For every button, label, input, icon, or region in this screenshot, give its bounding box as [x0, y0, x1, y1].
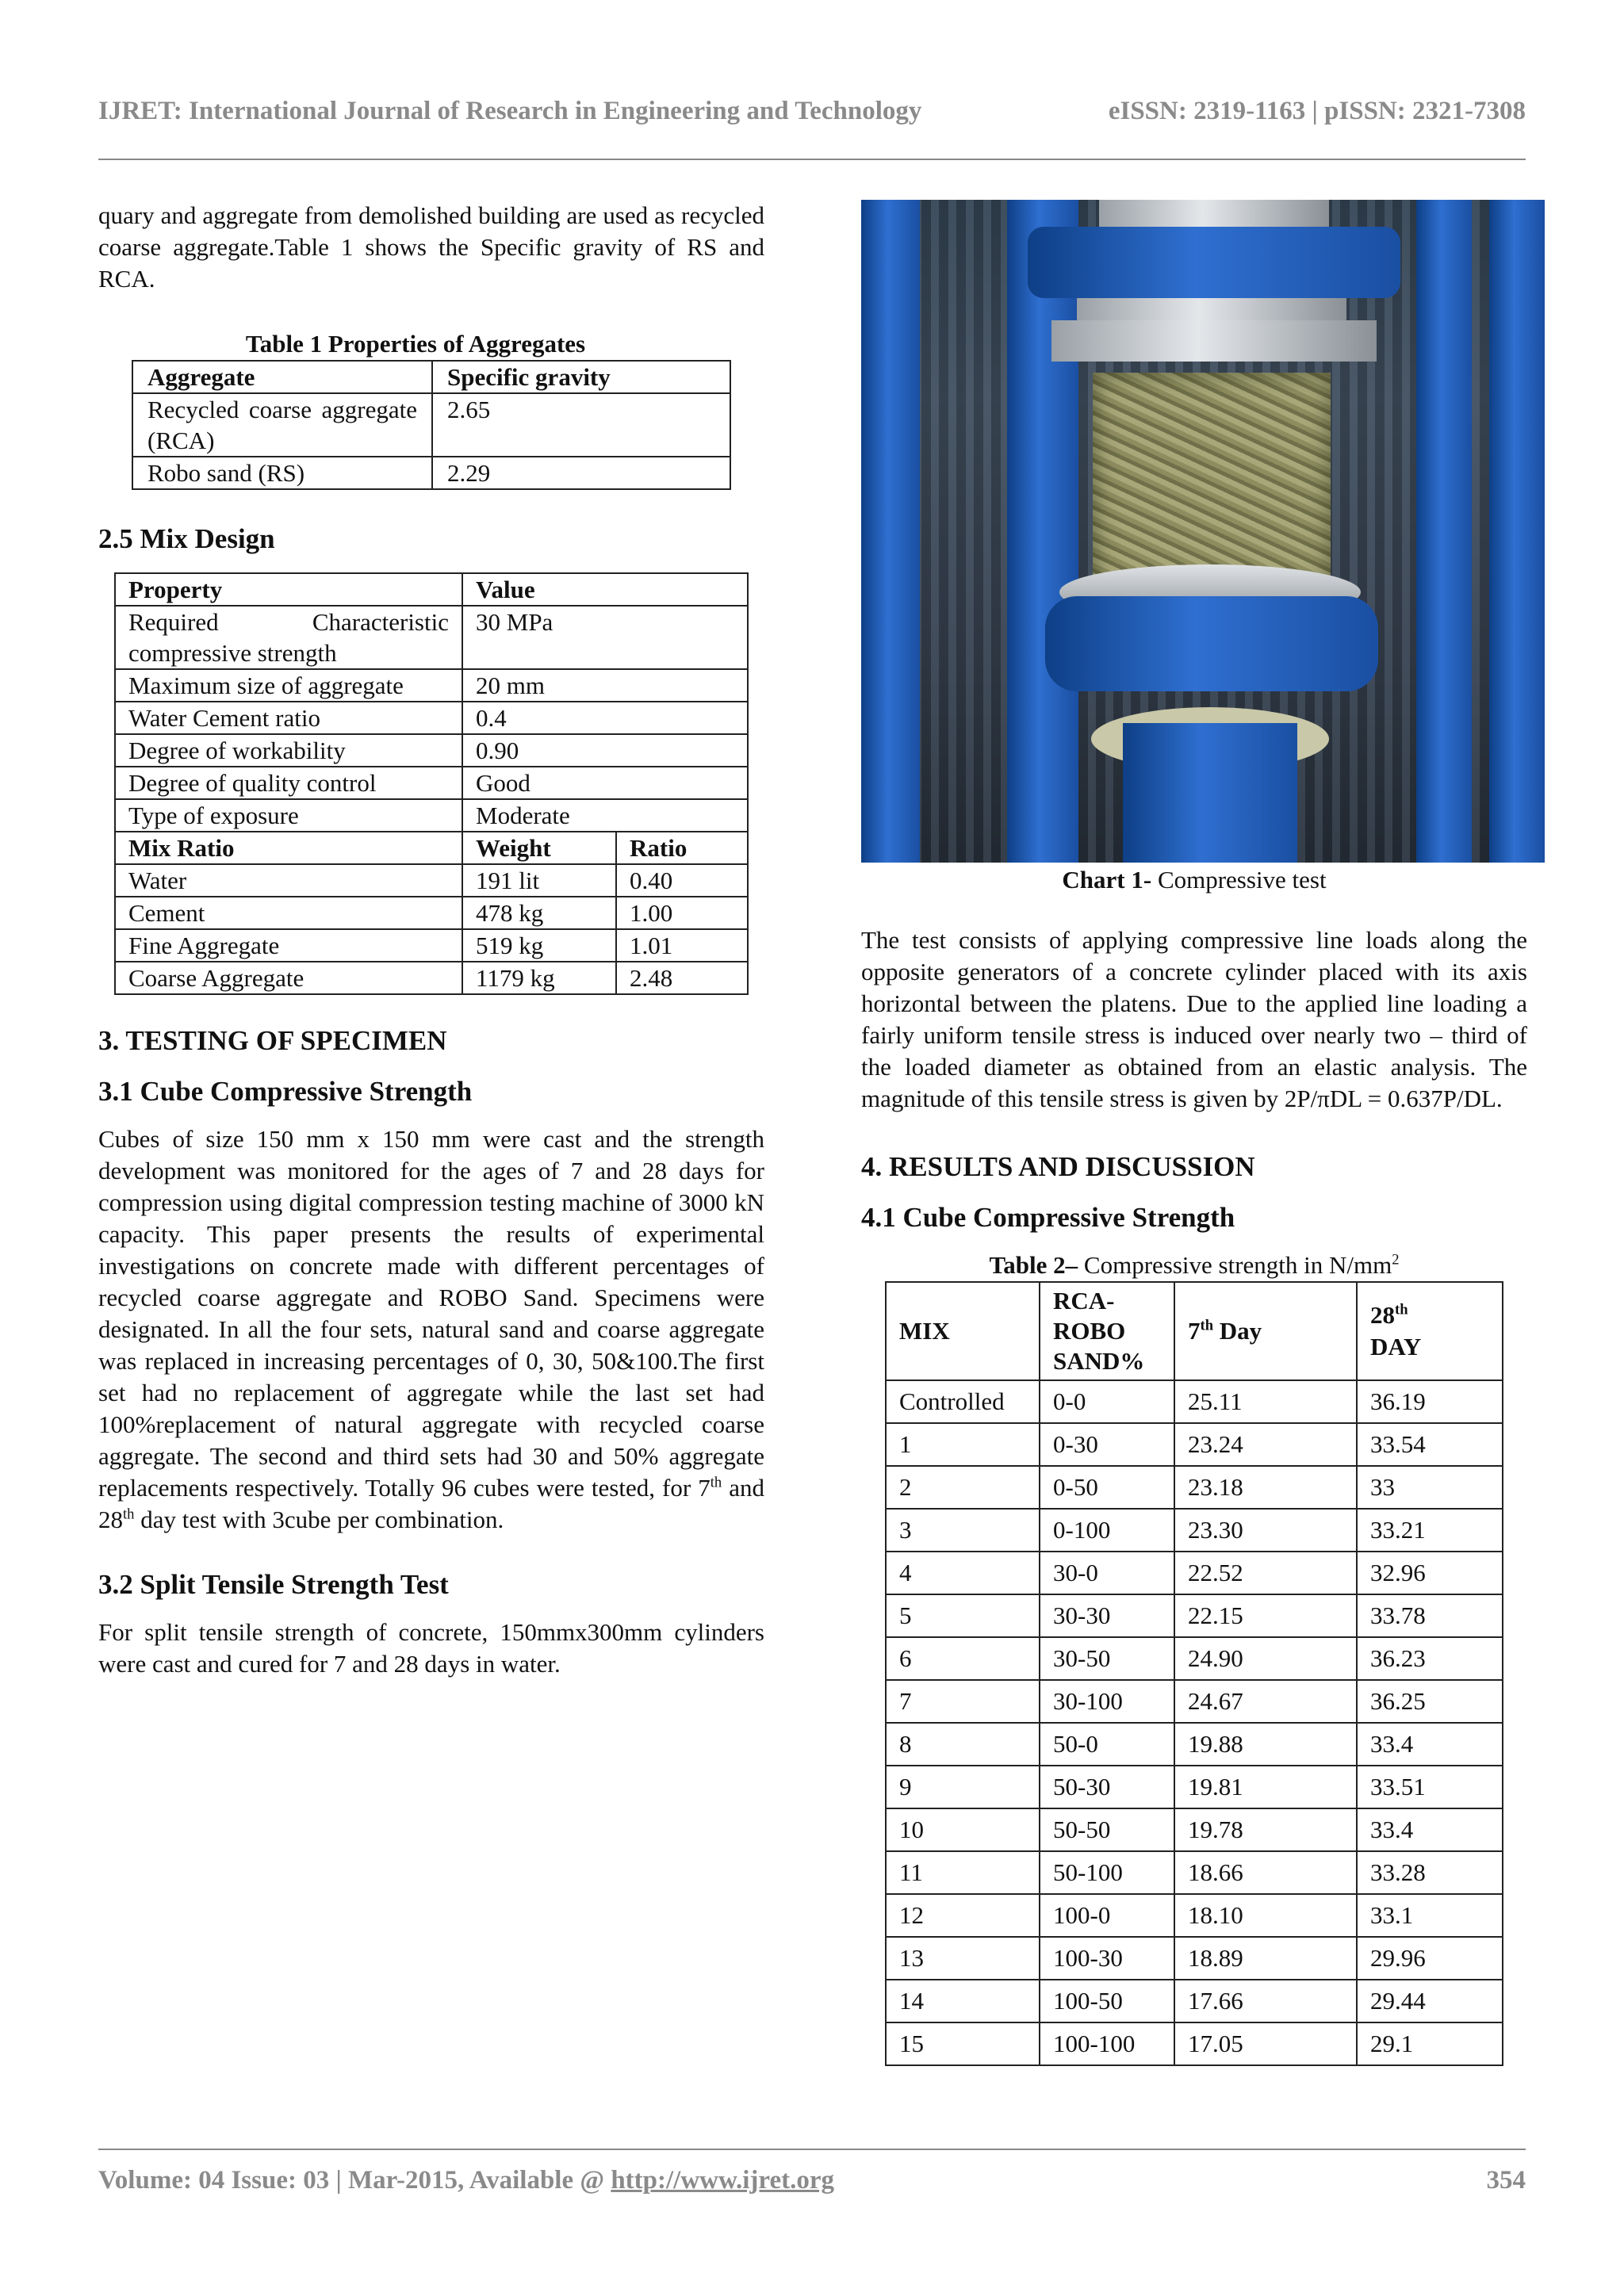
table-cell: 23.30 — [1174, 1509, 1357, 1552]
test-description-paragraph: The test consists of applying compressive line loads along the opposite generators of a concrete cylinder placed with its axis horizontal between the platens. Due to the applied line loading a fairly uniform tensile stress is induced over nearly two – third of the loaded diameter as obtained from an elastic analysis. The magnitude of this tensile stress is given by 2P/πDL = 0.637P/DL. — [861, 926, 1527, 1112]
table-row — [886, 2022, 1503, 2065]
table-cell: 100-30 — [1040, 1937, 1174, 1980]
table-cell: 30-100 — [1040, 1680, 1174, 1723]
table-cell: 23.24 — [1174, 1423, 1357, 1466]
table-cell: 18.89 — [1174, 1937, 1357, 1980]
table-cell: 19.78 — [1174, 1808, 1357, 1851]
compressive-test-photo — [861, 200, 1545, 863]
table-row — [115, 897, 748, 929]
table-row — [886, 1851, 1503, 1894]
table-cell: 50-0 — [1040, 1723, 1174, 1766]
table-cell: 0.90 — [462, 734, 748, 767]
text-run: 7 — [1188, 1317, 1201, 1345]
table-cell: 50-30 — [1040, 1766, 1174, 1808]
table-row — [886, 1808, 1503, 1851]
table-cell: Controlled — [886, 1380, 1040, 1423]
table-cell: 1.01 — [616, 929, 748, 962]
table-cell: 33.78 — [1357, 1594, 1503, 1637]
caption-text: Compressive strength in N/mm — [1078, 1251, 1392, 1279]
table-cell: 30-50 — [1040, 1637, 1174, 1680]
table-row — [886, 1466, 1503, 1509]
table-cell: 20 mm — [462, 669, 748, 702]
table-cell: 33.1 — [1357, 1894, 1503, 1937]
section-3-1-heading: 3.1 Cube Compressive Strength — [98, 1076, 473, 1107]
table-cell: 29.44 — [1357, 1980, 1503, 2022]
table-body — [886, 1380, 1503, 2065]
caption-text: Compressive test — [1151, 866, 1327, 894]
table-cell: 2.29 — [432, 457, 730, 489]
table-cell: 25.11 — [1174, 1380, 1357, 1423]
table-cell: 6 — [886, 1637, 1040, 1680]
piston — [1123, 723, 1297, 863]
journal-title: IJRET: International Journal of Research in Engineering and Technology — [98, 97, 922, 125]
mix-design-table — [114, 572, 749, 995]
table-row — [115, 669, 748, 702]
footer-rule — [98, 2149, 1526, 2150]
table-cell: 5 — [886, 1594, 1040, 1637]
upper-plate-ring — [1051, 320, 1377, 362]
table-subheader-row — [115, 832, 748, 864]
table-cell: 0-100 — [1040, 1509, 1174, 1552]
table-cell: 50-100 — [1040, 1851, 1174, 1894]
lower-head — [1045, 596, 1378, 691]
table-row — [115, 799, 748, 832]
table-cell: 519 kg — [462, 929, 616, 962]
table-cell: 10 — [886, 1808, 1040, 1851]
table-cell: Water Cement ratio — [115, 702, 462, 734]
table-row — [886, 1552, 1503, 1594]
table-cell: 0-30 — [1040, 1423, 1174, 1466]
table-row — [886, 1980, 1503, 2022]
table-cell: 191 lit — [462, 864, 616, 897]
upper-plate — [1077, 298, 1346, 322]
table-cell: 2.65 — [432, 393, 730, 457]
table-cell: Recycled coarse aggregate (RCA) — [132, 393, 432, 457]
text-run: 28 — [1370, 1301, 1395, 1329]
table-cell: Fine Aggregate — [115, 929, 462, 962]
table-cell: Maximum size of aggregate — [115, 669, 462, 702]
table-header-cell: Mix Ratio — [115, 832, 462, 864]
table-cell: 33.4 — [1357, 1723, 1503, 1766]
table-cell: 23.18 — [1174, 1466, 1357, 1509]
upper-head — [1028, 227, 1400, 298]
table-row — [886, 1766, 1503, 1808]
table-cell: Moderate — [462, 799, 748, 832]
table-row — [886, 1894, 1503, 1937]
header-rule — [98, 159, 1526, 160]
volume-text: Volume: 04 Issue: 03 | Mar-2015, Available @ — [98, 2166, 611, 2195]
table-cell: Robo sand (RS) — [132, 457, 432, 489]
table-cell: 478 kg — [462, 897, 616, 929]
table-cell: 14 — [886, 1980, 1040, 2022]
table-cell: 1.00 — [616, 897, 748, 929]
section-4-1-heading: 4.1 Cube Compressive Strength — [861, 1202, 1235, 1233]
table-cell: 11 — [886, 1851, 1040, 1894]
table-cell: 29.96 — [1357, 1937, 1503, 1980]
table-cell: 15 — [886, 2022, 1040, 2065]
table-row — [115, 606, 748, 669]
table-header-row — [132, 361, 730, 393]
mix-design-heading: 2.5 Mix Design — [98, 523, 275, 554]
table-header-cell — [1174, 1282, 1357, 1380]
table-cell: Degree of quality control — [115, 767, 462, 799]
table-header-cell: Property — [115, 573, 462, 606]
table-header-cell: Weight — [462, 832, 616, 864]
table-row — [886, 1509, 1503, 1552]
table-header-cell — [1357, 1282, 1503, 1380]
section-4-heading: 4. RESULTS AND DISCUSSION — [861, 1151, 1255, 1182]
table-cell: 50-50 — [1040, 1808, 1174, 1851]
text-run: Day — [1213, 1317, 1262, 1345]
caption-label: Table 2– — [989, 1251, 1078, 1279]
table-cell: 0.4 — [462, 702, 748, 734]
table-cell: 3 — [886, 1509, 1040, 1552]
machine-column-inner-left — [1007, 200, 1078, 863]
table-cell: 4 — [886, 1552, 1040, 1594]
table-row — [115, 767, 748, 799]
table-cell: 33.21 — [1357, 1509, 1503, 1552]
table-cell: 8 — [886, 1723, 1040, 1766]
table-cell: 36.25 — [1357, 1680, 1503, 1723]
table-row — [886, 1594, 1503, 1637]
table-cell: 100-50 — [1040, 1980, 1174, 2022]
table-cell: 100-0 — [1040, 1894, 1174, 1937]
table-cell: 0.40 — [616, 864, 748, 897]
table-cell: 32.96 — [1357, 1552, 1503, 1594]
page-number: 354 — [1486, 2166, 1526, 2195]
table-cell: 33.4 — [1357, 1808, 1503, 1851]
table-cell: 1179 kg — [462, 962, 616, 994]
table-row — [115, 864, 748, 897]
table-cell: 22.52 — [1174, 1552, 1357, 1594]
table-cell: 30-0 — [1040, 1552, 1174, 1594]
table-header-cell: Specific gravity — [432, 361, 730, 393]
superscript: th — [1200, 1317, 1214, 1334]
table-row — [115, 929, 748, 962]
table-cell: 2.48 — [616, 962, 748, 994]
table-header-row — [115, 573, 748, 606]
table-cell: Required Characteristic compressive strength — [115, 606, 462, 669]
table-cell: 33.28 — [1357, 1851, 1503, 1894]
superscript: th — [710, 1474, 722, 1491]
text-run: day test with 3cube per combination. — [134, 1506, 504, 1533]
table-cell: 0-0 — [1040, 1380, 1174, 1423]
table-header-cell: Value — [462, 573, 748, 606]
table-cell: 33.54 — [1357, 1423, 1503, 1466]
superscript: 2 — [1392, 1251, 1400, 1269]
table-row — [115, 702, 748, 734]
caption-label: Chart 1- — [1062, 866, 1152, 894]
volume-info — [98, 2166, 834, 2195]
table-cell: Cement — [115, 897, 462, 929]
machine-column-left — [861, 200, 920, 863]
section-3-heading: 3. TESTING OF SPECIMEN — [98, 1025, 447, 1056]
table-header-cell: MIX — [886, 1282, 1040, 1380]
table-cell: 18.10 — [1174, 1894, 1357, 1937]
table-cell: Good — [462, 767, 748, 799]
table-cell: 19.81 — [1174, 1766, 1357, 1808]
table-cell: 100-100 — [1040, 2022, 1174, 2065]
table-cell: 30-30 — [1040, 1594, 1174, 1637]
table-cell: 30 MPa — [462, 606, 748, 669]
table-cell: 36.19 — [1357, 1380, 1503, 1423]
table-cell: 17.05 — [1174, 2022, 1357, 2065]
table-cell: 19.88 — [1174, 1723, 1357, 1766]
table-cell: 0-50 — [1040, 1466, 1174, 1509]
table-cell: 2 — [886, 1466, 1040, 1509]
text-run: and 28 — [98, 1474, 764, 1533]
table-row — [115, 734, 748, 767]
left-column — [98, 200, 764, 1680]
table-cell: 36.23 — [1357, 1637, 1503, 1680]
table-cell: 17.66 — [1174, 1980, 1357, 2022]
section-3-2-paragraph: For split tensile strength of concrete, 150mmx300mm cylinders were cast and cured for 7 and 28 days in water. — [98, 1618, 764, 1678]
table-header-cell: Aggregate — [132, 361, 432, 393]
table-cell: Coarse Aggregate — [115, 962, 462, 994]
superscript: th — [123, 1506, 135, 1523]
table-cell: 12 — [886, 1894, 1040, 1937]
table-row — [115, 962, 748, 994]
table-row — [132, 457, 730, 489]
page-footer — [98, 2166, 1526, 2195]
right-column — [861, 200, 1527, 2066]
table-cell: 1 — [886, 1423, 1040, 1466]
table-header-row — [886, 1282, 1503, 1380]
section-3-1-paragraph — [98, 1123, 764, 1536]
aggregate-properties-table — [132, 360, 731, 490]
table-header-cell: RCA-ROBO SAND% — [1040, 1282, 1174, 1380]
chart-caption — [861, 864, 1527, 896]
table-row — [132, 393, 730, 457]
table-row — [886, 1680, 1503, 1723]
table-row — [886, 1937, 1503, 1980]
compressive-strength-table — [885, 1281, 1503, 2066]
table-header-cell: Ratio — [616, 832, 748, 864]
table-cell: Type of exposure — [115, 799, 462, 832]
text-run: Cubes of size 150 mm x 150 mm were cast and the strength development was monitored for the ages of 7 and 28 days for compression using digital compression testing machine of 3000 kN capacity. This paper presents the results of experimental investigations on concrete made with different percentages of recycled coarse aggregate and ROBO Sand. Specimens were designated. In all the four sets, natural sand and coarse aggregate was replaced in increasing percentages of 0, 30, 50&100.The first set had no replacement of aggregate while the last set had 100%replacement of natural aggregate with recycled coarse aggregate. The second and third sets had 30 and 50% aggregate replacements respectively. Totally 96 cubes were tested, for 7 — [98, 1125, 764, 1502]
table-cell: 22.15 — [1174, 1594, 1357, 1637]
table-cell: 9 — [886, 1766, 1040, 1808]
page-header — [98, 97, 1526, 126]
table-cell: 33 — [1357, 1466, 1503, 1509]
section-3-2-heading: 3.2 Split Tensile Strength Test — [98, 1569, 449, 1600]
table2-caption — [861, 1249, 1527, 1281]
table-cell: Water — [115, 864, 462, 897]
table-row — [886, 1423, 1503, 1466]
table-row — [886, 1637, 1503, 1680]
machine-column-far-right — [1489, 200, 1545, 863]
table-cell: 24.90 — [1174, 1637, 1357, 1680]
machine-column-right — [1416, 200, 1472, 863]
table-cell: 33.51 — [1357, 1766, 1503, 1808]
table1-caption: Table 1 Properties of Aggregates — [245, 330, 586, 358]
table-cell: 24.67 — [1174, 1680, 1357, 1723]
issn-info: eISSN: 2319-1163 | pISSN: 2321-7308 — [1108, 97, 1526, 125]
journal-url-link[interactable]: http://www.ijret.org — [611, 2166, 834, 2195]
table-row — [886, 1380, 1503, 1423]
table-cell: 13 — [886, 1937, 1040, 1980]
table-cell: 7 — [886, 1680, 1040, 1723]
superscript: th — [1395, 1301, 1408, 1318]
intro-paragraph: quary and aggregate from demolished building are used as recycled coarse aggregate.Table 1 shows the Specific gravity of RS and RCA. — [98, 201, 764, 293]
table-row — [886, 1723, 1503, 1766]
table-cell: Degree of workability — [115, 734, 462, 767]
table-cell: 18.66 — [1174, 1851, 1357, 1894]
text-run: DAY — [1370, 1333, 1422, 1360]
table-cell: 29.1 — [1357, 2022, 1503, 2065]
